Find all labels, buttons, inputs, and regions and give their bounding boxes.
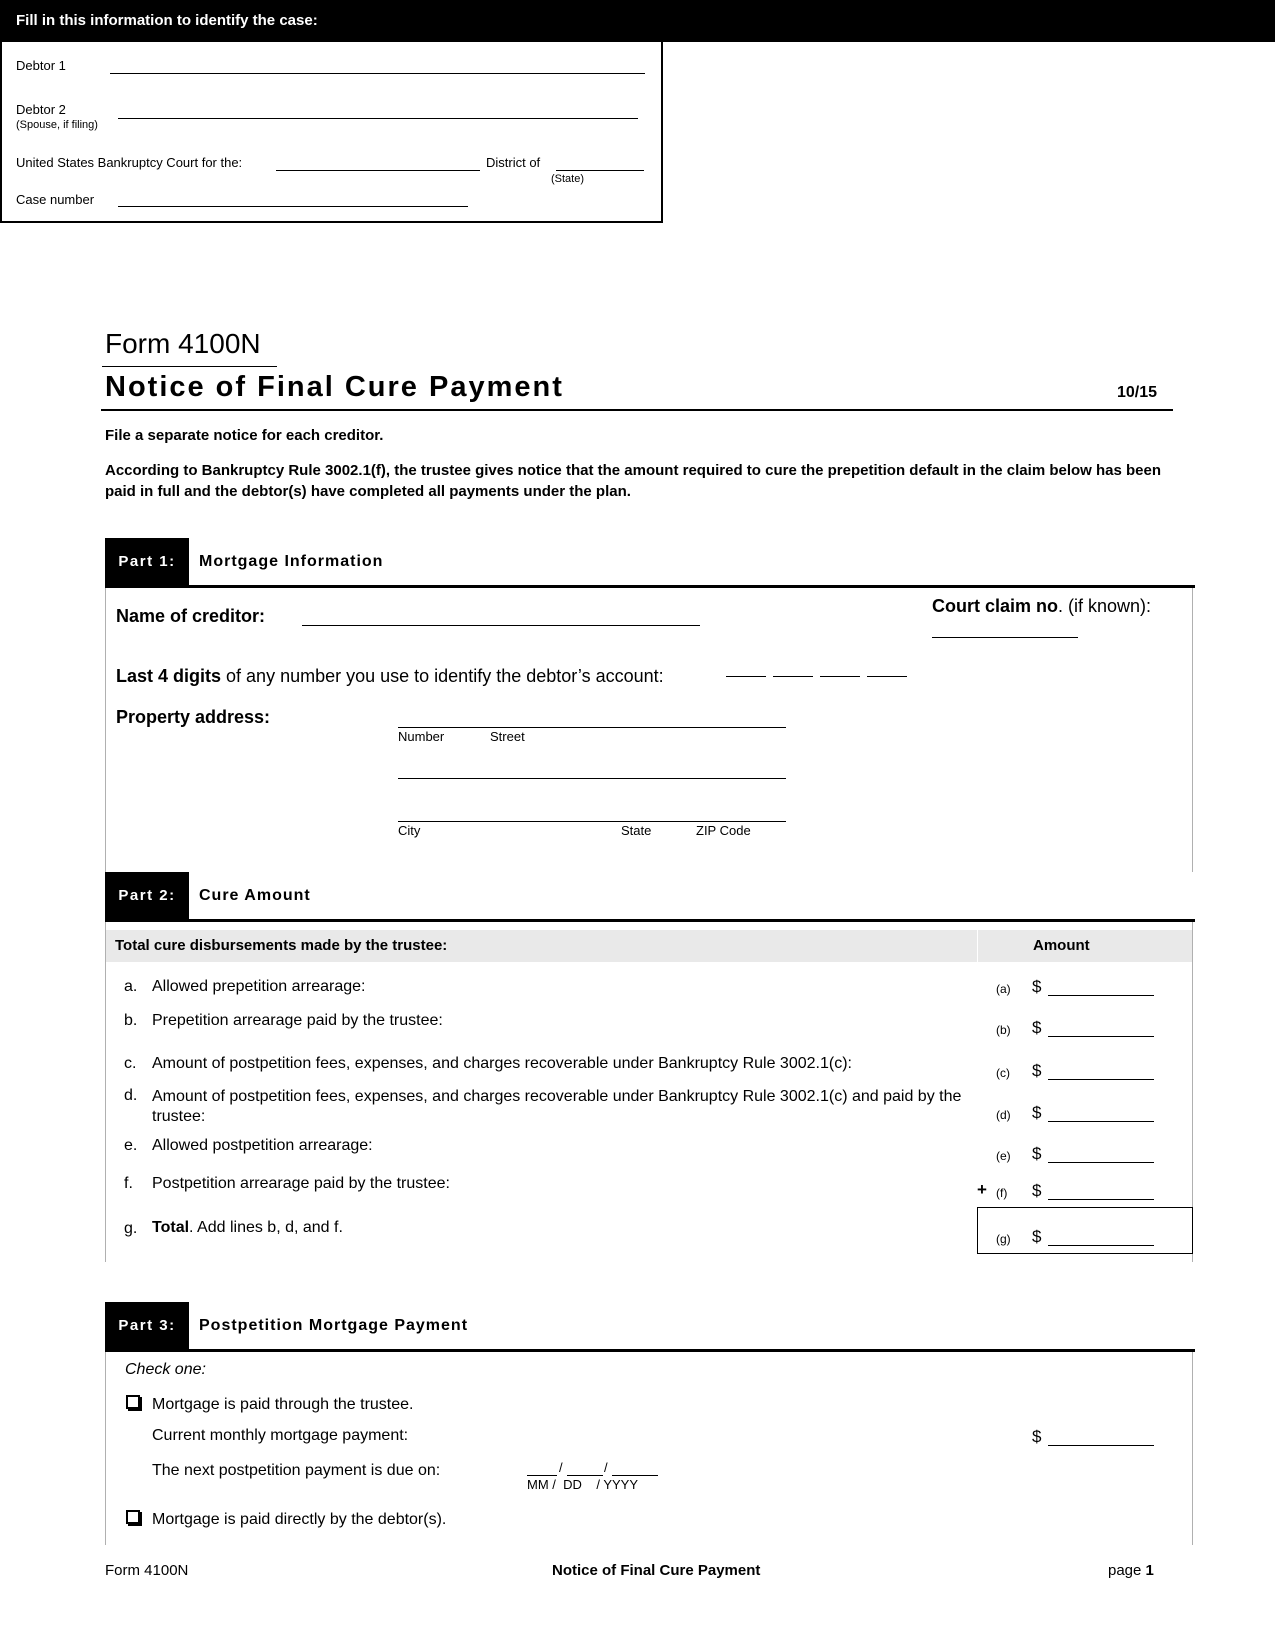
last4-label-bold: Last 4 digits: [116, 666, 222, 686]
title-rule: [101, 409, 1173, 411]
debtor2-sublabel: (Spouse, if filing): [16, 119, 98, 131]
form-number: Form 4100N: [105, 328, 261, 359]
amount-header: Amount: [1033, 937, 1090, 954]
footer-page: [1108, 1562, 1154, 1579]
part2-left-border: [105, 922, 106, 1262]
row-c-amount-field[interactable]: [1048, 1079, 1154, 1080]
property-address-label: Property address:: [116, 707, 271, 727]
date-slash-1: /: [559, 1460, 563, 1475]
row-g-letter: g.: [124, 1220, 138, 1237]
check-one-label: Check one:: [125, 1361, 206, 1378]
part1-right-border: [1192, 588, 1193, 872]
part2-rule: [105, 919, 1195, 922]
trustee-paid-label: Mortgage is paid through the trustee.: [152, 1396, 414, 1413]
row-b-dollar: $: [1032, 1018, 1042, 1037]
court-field[interactable]: [276, 170, 480, 171]
footer-title: Notice of Final Cure Payment: [552, 1562, 761, 1579]
row-f-letter: f.: [124, 1175, 133, 1192]
row-f-plus: +: [977, 1180, 987, 1199]
row-b-code: (b): [996, 1023, 1011, 1037]
district-field[interactable]: [556, 170, 644, 171]
state-sublabel: (State): [551, 173, 585, 185]
date-slash-2: /: [604, 1460, 608, 1475]
debtor1-field[interactable]: [110, 73, 645, 74]
district-label: District of: [486, 155, 541, 170]
row-g-code: (g): [996, 1232, 1011, 1246]
part2-header: [105, 872, 1195, 920]
row-f-amount-field[interactable]: [1048, 1199, 1154, 1200]
intro-rule-notice: According to Bankruptcy Rule 3002.1(f), the trustee gives notice that the amount required to cure the prepetition default in the claim below has been paid in full and the debtor(s) have completed all payments under the plan.: [105, 462, 1162, 500]
last4-label: [116, 666, 664, 687]
last4-digit-4[interactable]: [867, 676, 907, 677]
row-g-text-rest: . Add lines b, d, and f.: [189, 1219, 343, 1236]
part1-label: Part 1:: [105, 538, 189, 586]
row-e-amount-field[interactable]: [1048, 1162, 1154, 1163]
street-label: Street: [490, 729, 525, 744]
case-info-box: [0, 0, 663, 223]
row-g-amount-field[interactable]: [1048, 1245, 1154, 1246]
row-e-dollar: $: [1032, 1144, 1042, 1163]
form-title: Notice of Final Cure Payment: [105, 371, 564, 403]
address-street-field[interactable]: [398, 727, 786, 728]
part3-right-border: [1192, 1352, 1193, 1545]
monthly-payment-field[interactable]: [1048, 1445, 1154, 1446]
cure-table-header: Total cure disbursements made by the trustee:: [115, 937, 448, 954]
row-g-dollar: $: [1032, 1227, 1042, 1246]
row-e-code: (e): [996, 1149, 1011, 1163]
form-version: 10/15: [1117, 384, 1158, 401]
row-e-letter: e.: [124, 1137, 138, 1154]
part3-label: Part 3:: [105, 1302, 189, 1350]
footer-page-number: 1: [1145, 1562, 1154, 1579]
due-day-field[interactable]: [567, 1475, 603, 1476]
part3-header: [105, 1302, 1195, 1350]
row-c-dollar: $: [1032, 1061, 1042, 1080]
creditor-field[interactable]: [302, 625, 700, 626]
address-line2-field[interactable]: [398, 778, 786, 779]
zip-label: ZIP Code: [696, 823, 751, 838]
row-c-letter: c.: [124, 1055, 137, 1072]
part1-title: Mortgage Information: [199, 553, 384, 570]
row-a-text: Allowed prepetition arrearage:: [152, 978, 366, 995]
row-g-text-bold: Total: [152, 1219, 190, 1236]
debtor1-label: Debtor 1: [16, 58, 66, 73]
case-info-header: Fill in this information to identify the case:: [0, 0, 1275, 42]
row-b-letter: b.: [124, 1012, 138, 1029]
row-d-code: (d): [996, 1108, 1011, 1122]
case-number-label: Case number: [16, 192, 95, 207]
trustee-paid-checkbox[interactable]: [126, 1395, 140, 1409]
court-claim-label: [932, 596, 1151, 617]
case-number-field[interactable]: [118, 206, 468, 207]
part2-title: Cure Amount: [199, 887, 311, 904]
part1-header: [105, 538, 1195, 586]
part1-rule: [105, 585, 1195, 588]
row-e-text: Allowed postpetition arrearage:: [152, 1137, 373, 1154]
row-c-code: (c): [996, 1066, 1010, 1080]
total-box: [977, 1207, 1193, 1254]
debtor-paid-checkbox[interactable]: [126, 1510, 140, 1524]
row-d-text: Amount of postpetition fees, expenses, and charges recoverable under Bankruptcy Rule 3002.1(c) and paid by the trustee:: [152, 1088, 962, 1125]
city-label: City: [398, 823, 421, 838]
debtor-paid-label: Mortgage is paid directly by the debtor(s).: [152, 1511, 447, 1528]
row-a-dollar: $: [1032, 977, 1042, 996]
due-month-field[interactable]: [527, 1475, 557, 1476]
footer-page-label: page: [1108, 1562, 1142, 1579]
row-b-text: Prepetition arrearage paid by the trustee:: [152, 1012, 443, 1029]
row-b-amount-field[interactable]: [1048, 1036, 1154, 1037]
row-f-code: (f): [996, 1186, 1008, 1200]
form-number-underline: [102, 366, 277, 367]
part3-title: Postpetition Mortgage Payment: [199, 1317, 469, 1334]
row-d-letter: d.: [124, 1087, 138, 1104]
state-label: State: [621, 823, 652, 838]
address-city-field[interactable]: [398, 821, 786, 822]
footer-form-number: Form 4100N: [105, 1562, 189, 1579]
creditor-label: Name of creditor:: [116, 606, 266, 626]
row-f-dollar: $: [1032, 1181, 1042, 1200]
debtor2-field[interactable]: [118, 118, 638, 119]
row-d-dollar: $: [1032, 1103, 1042, 1122]
last4-label-rest: of any number you use to identify the debtor’s account:: [221, 666, 664, 686]
monthly-payment-label: Current monthly mortgage payment:: [152, 1427, 409, 1444]
row-g-text: [152, 1219, 343, 1237]
amount-col-divider: [977, 930, 978, 962]
row-d-amount-field[interactable]: [1048, 1121, 1154, 1122]
part2-label: Part 2:: [105, 872, 189, 920]
last4-digit-1[interactable]: [726, 676, 766, 677]
intro-separate-notice: File a separate notice for each creditor.: [105, 427, 384, 444]
court-claim-label-rest: . (if known):: [1058, 596, 1152, 616]
last4-digit-3[interactable]: [820, 676, 860, 677]
row-a-letter: a.: [124, 978, 138, 995]
row-a-amount-field[interactable]: [1048, 995, 1154, 996]
part1-left-border: [105, 588, 106, 872]
last4-digit-2[interactable]: [773, 676, 813, 677]
number-label: Number: [398, 729, 445, 744]
row-f-text: Postpetition arrearage paid by the trustee:: [152, 1175, 450, 1192]
part3-rule: [105, 1349, 1195, 1352]
part3-left-border: [105, 1352, 106, 1545]
court-claim-field[interactable]: [932, 637, 1078, 638]
next-payment-label: The next postpetition payment is due on:: [152, 1462, 441, 1479]
due-year-field[interactable]: [612, 1475, 658, 1476]
row-a-code: (a): [996, 982, 1011, 996]
row-c-text: Amount of postpetition fees, expenses, and charges recoverable under Bankruptcy Rule 3002.1(c):: [152, 1055, 852, 1072]
court-claim-label-bold: Court claim no: [932, 596, 1059, 616]
monthly-payment-dollar: $: [1032, 1427, 1042, 1446]
court-label: United States Bankruptcy Court for the:: [16, 155, 243, 170]
date-format-label: MM / DD / YYYY: [527, 1477, 639, 1492]
debtor2-label: Debtor 2: [16, 102, 66, 117]
